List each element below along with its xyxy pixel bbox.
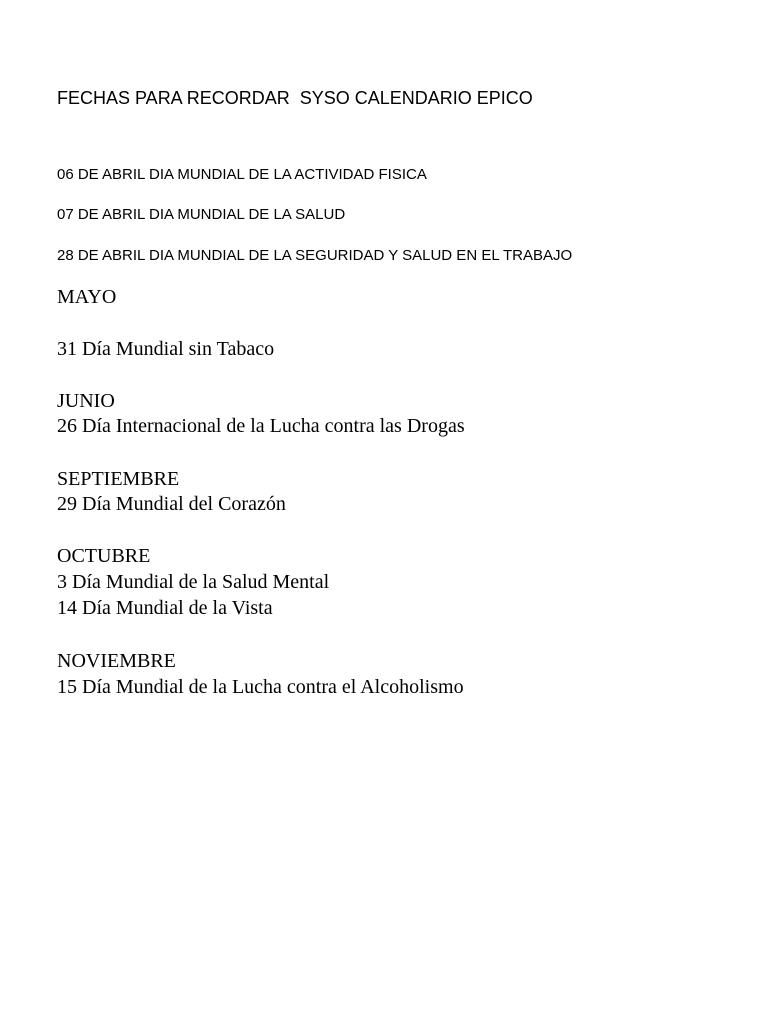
date-entry: 15 Día Mundial de la Lucha contra el Alcoholismo (57, 676, 464, 698)
date-entry: 14 Día Mundial de la Vista (57, 597, 273, 619)
document-title: FECHAS PARA RECORDAR SYSO CALENDARIO EPICO (57, 88, 533, 108)
date-entry: 3 Día Mundial de la Salud Mental (57, 571, 330, 593)
month-heading-septiembre: SEPTIEMBRE (57, 468, 180, 490)
abril-entry: 06 DE ABRIL DIA MUNDIAL DE LA ACTIVIDAD FISICA (57, 166, 427, 183)
date-entry: 31 Día Mundial sin Tabaco (57, 338, 275, 360)
month-heading-junio: JUNIO (57, 390, 115, 412)
month-heading-noviembre: NOVIEMBRE (57, 650, 176, 672)
month-heading-octubre: OCTUBRE (57, 545, 151, 567)
date-entry: 26 Día Internacional de la Lucha contra las Drogas (57, 415, 465, 437)
abril-entry: 07 DE ABRIL DIA MUNDIAL DE LA SALUD (57, 206, 346, 223)
date-entry: 29 Día Mundial del Corazón (57, 493, 286, 515)
abril-entry: 28 DE ABRIL DIA MUNDIAL DE LA SEGURIDAD Y SALUD EN EL TRABAJO (57, 247, 573, 264)
month-heading-mayo: MAYO (57, 286, 117, 308)
